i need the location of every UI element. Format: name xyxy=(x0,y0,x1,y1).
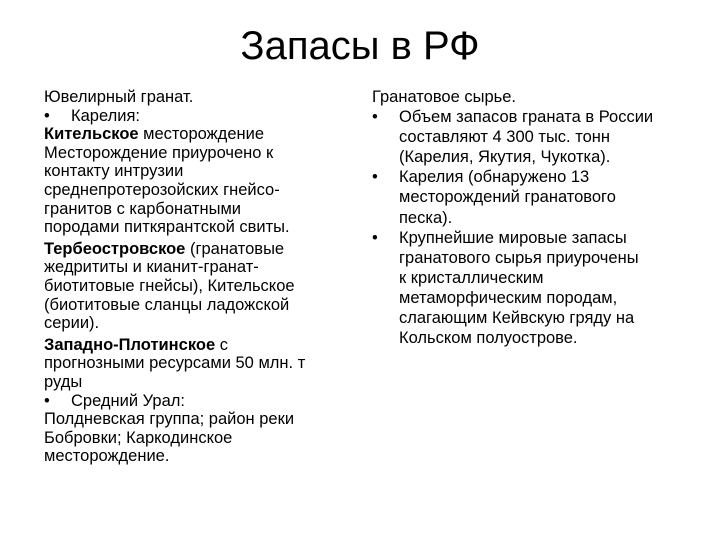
kitelskoe-rest: месторождение xyxy=(138,125,264,144)
zapad-rest: с xyxy=(215,335,228,354)
left-heading: Ювелирный гранат. xyxy=(44,88,194,106)
bullet-reserves-text: Объем запасов граната в России xyxy=(399,108,654,127)
slide-title: Запасы в РФ xyxy=(240,24,480,68)
zapad-text-line: руды xyxy=(44,372,83,391)
bullet-dot: • xyxy=(44,391,50,410)
desc-line: контакту интрузии xyxy=(44,162,184,181)
terbe-text-line: биотитовые гнейсы), Кительское xyxy=(44,276,295,295)
bullet-world-reserves-text: к кристаллическим xyxy=(399,268,544,287)
bullet-reserves-text: (Карелия, Якутия, Чукотка). xyxy=(399,148,611,167)
bullet-ural-text: Средний Урал: xyxy=(71,391,185,410)
terbe-name: Тербеостровское xyxy=(44,239,186,258)
bullet-karelia-deposits-text: месторождений гранатового xyxy=(399,188,616,207)
bullet-dot: • xyxy=(372,168,378,187)
desc-line: среднепротерозойских гнейсо- xyxy=(44,180,280,199)
desc-line: Месторождение приурочено к xyxy=(44,143,274,162)
ural-text-line: Бобровки; Каркодинское xyxy=(44,428,233,447)
kitelskoe-name: Кительское xyxy=(44,125,139,144)
bullet-world-reserves xyxy=(372,229,692,248)
terbe-line xyxy=(44,240,344,259)
terbe-text-line: жедрититы и кианит-гранат- xyxy=(44,258,259,277)
terbe-rest: (гранатовые xyxy=(185,239,285,258)
desc-line: гранитов с карбонатными xyxy=(44,199,242,218)
bullet-karelia xyxy=(44,107,344,126)
bullet-karelia-deposits xyxy=(372,168,692,187)
bullet-world-reserves-text: Кольском полуострове. xyxy=(399,329,578,348)
bullet-karelia-deposits-text: Карелия (обнаружено 13 xyxy=(399,168,590,187)
bullet-dot: • xyxy=(372,228,378,247)
right-column xyxy=(372,88,692,349)
bullet-karelia-text: Карелия: xyxy=(71,106,140,125)
bullet-reserves xyxy=(372,108,692,127)
left-column xyxy=(44,88,344,466)
bullet-dot: • xyxy=(372,108,378,127)
bullet-world-reserves-text: слагающим Кейвскую гряду на xyxy=(399,309,635,328)
desc-line: породами питкярантской свиты. xyxy=(44,218,290,237)
bullet-world-reserves-text: гранатового сырья приурочены xyxy=(399,248,639,267)
kitelskoe-line xyxy=(44,125,344,144)
ural-text-line: Полдневская группа; район реки xyxy=(44,410,295,429)
bullet-reserves-text: составляют 4 300 тыс. тонн xyxy=(399,128,610,147)
zapad-text-line: прогнозными ресурсами 50 млн. т xyxy=(44,354,306,373)
terbe-text-line: серии). xyxy=(44,314,100,333)
bullet-world-reserves-text: Крупнейшие мировые запасы xyxy=(399,228,627,247)
zapad-name: Западно-Плотинское xyxy=(44,335,216,354)
terbe-text-line: (биотитовые сланцы ладожской xyxy=(44,295,290,314)
bullet-karelia-deposits-text: песка). xyxy=(399,208,453,227)
bullet-dot: • xyxy=(44,106,50,125)
ural-text-line: месторождение. xyxy=(44,447,170,466)
right-heading: Гранатовое сырье. xyxy=(372,88,516,106)
bullet-ural xyxy=(44,392,344,411)
zapad-line xyxy=(44,336,344,355)
bullet-world-reserves-text: метаморфическим породам, xyxy=(399,288,618,307)
